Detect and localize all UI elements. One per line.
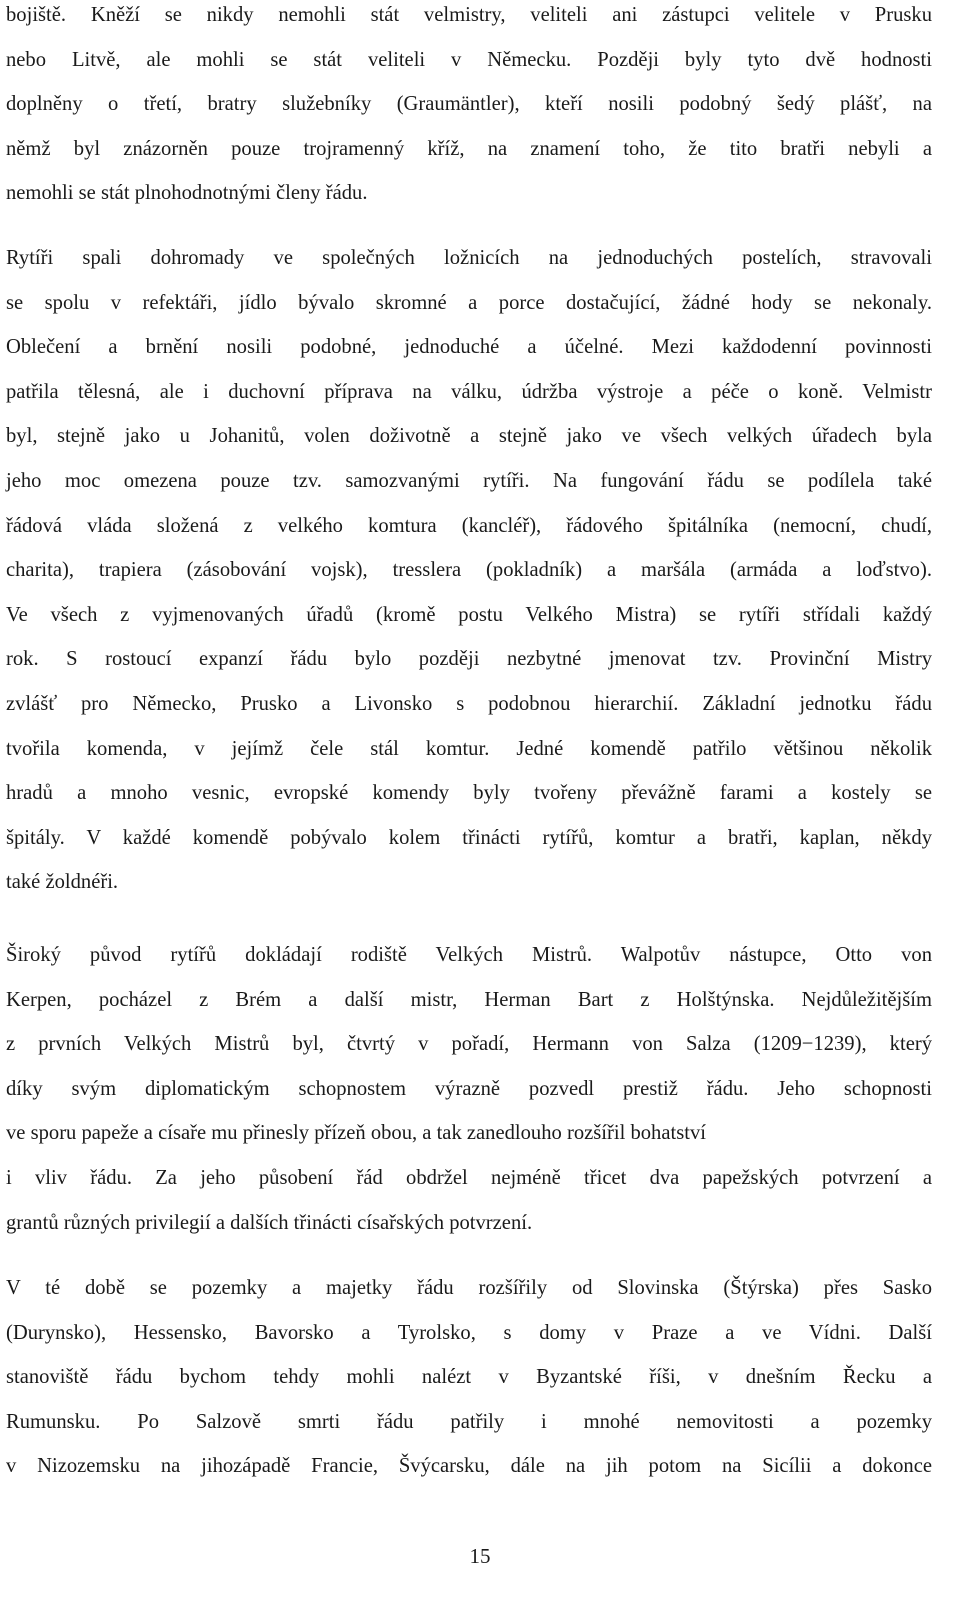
- text-line: hradů a mnoho vesnic, evropské komendy byly tvořeny převážně farami a kostely se: [6, 782, 932, 805]
- text-line: Ve všech z vyjmenovaných úřadů (kromě postu Velkého Mistra) se rytíři střídali každý: [6, 603, 932, 626]
- text-line: Rumunsku. Po Salzově smrti řádu patřily i mnohé nemovitosti a pozemky: [6, 1410, 932, 1433]
- text-line: Rytíři spali dohromady ve společných ložnicích na jednoduchých postelích, stravovali: [6, 247, 932, 269]
- text-line: Oblečení a brnění nosili podobné, jednoduché a účelné. Mezi každodenní povinnosti: [6, 336, 932, 359]
- text-line: také žoldnéři.: [6, 871, 119, 894]
- text-line: i vliv řádu. Za jeho působení řád obdržel nejméně třicet dva papežských potvrzení a: [6, 1166, 932, 1189]
- paragraph-3: [6, 933, 932, 1245]
- text-line: grantů různých privilegií a dalších třinácti císařských potvrzení.: [6, 1211, 533, 1234]
- text-line: špitály. V každé komendě pobývalo kolem třinácti rytířů, komtur a bratři, kaplan, někdy: [6, 826, 932, 849]
- paragraph-4: [6, 1266, 932, 1489]
- text-line: zvlášť pro Německo, Prusko a Livonsko s podobnou hierarchií. Základní jednotku řádu: [6, 692, 932, 715]
- paragraph-1: [6, 0, 932, 216]
- text-line: tvořila komenda, v jejímž čele stál komtur. Jedné komendě patřilo většinou několik: [6, 737, 932, 760]
- text-line: byl, stejně jako u Johanitů, volen doživotně a stejně jako ve všech velkých úřadech byla: [6, 425, 932, 448]
- text-line: V té době se pozemky a majetky řádu rozšířily od Slovinska (Štýrska) přes Sasko: [6, 1277, 932, 1299]
- text-line: v Nizozemsku na jihozápadě Francie, Švýcarsku, dále na jih potom na Sicílii a dokonce: [6, 1455, 932, 1478]
- text-line: (Durynsko), Hessensko, Bavorsko a Tyrolsko, s domy v Praze a ve Vídni. Další: [6, 1321, 932, 1344]
- text-line: nebo Litvě, ale mohli se stát veliteli v Německu. Později byly tyto dvě hodnosti: [6, 48, 932, 71]
- text-line: němž byl znázorněn pouze trojramenný kříž, na znamení toho, že tito bratři nebyli a: [6, 137, 932, 160]
- text-line: řádová vláda složená z velkého komtura (kancléř), řádového špitálníka (nemocní, chudí,: [6, 514, 932, 537]
- text-line: díky svým diplomatickým schopnostem výrazně pozvedl prestiž řádu. Jeho schopnosti: [6, 1077, 932, 1100]
- text-line: rok. S rostoucí expanzí řádu bylo později nezbytné jmenovat tzv. Provinční Mistry: [6, 648, 932, 671]
- text-line: patřila tělesná, ale i duchovní příprava na válku, údržba výstroje a péče o koně. Velmistr: [6, 380, 932, 403]
- text-line: se spolu v refektáři, jídlo bývalo skromné a porce dostačující, žádné hody se nekonaly.: [6, 291, 932, 314]
- text-line: ve sporu papeže a císaře mu přinesly přízeň obou, a tak zanedlouho rozšířil bohatství: [6, 1122, 706, 1145]
- text-line: nemohli se stát plnohodnotnými členy řádu.: [6, 182, 368, 205]
- text-line: charita), trapiera (zásobování vojsk), tresslera (pokladník) a maršála (armáda a loďstvo).: [6, 559, 932, 582]
- text-line: Široký původ rytířů dokládají rodiště Velkých Mistrů. Walpotův nástupce, Otto von: [6, 944, 932, 966]
- page-number: 15: [469, 1544, 491, 1568]
- text-line: doplněny o třetí, bratry služebníky (Graumäntler), kteří nosili podobný šedý plášť, na: [6, 93, 932, 116]
- paragraph-2: [6, 236, 932, 905]
- text-line: Kerpen, pocházel z Brém a další mistr, Herman Bart z Holštýnska. Nejdůležitějším: [6, 988, 932, 1011]
- text-line: bojiště. Kněží se nikdy nemohli stát velmistry, veliteli ani zástupci velitele v Prusku: [6, 4, 932, 26]
- text-line: stanoviště řádu bychom tehdy mohli nalézt v Byzantské říši, v dnešním Řecku a: [6, 1366, 932, 1389]
- text-line: jeho moc omezena pouze tzv. samozvanými rytíři. Na fungování řádu se podílela také: [6, 469, 932, 492]
- text-line: z prvních Velkých Mistrů byl, čtvrtý v pořadí, Hermann von Salza (1209−1239), který: [6, 1033, 932, 1056]
